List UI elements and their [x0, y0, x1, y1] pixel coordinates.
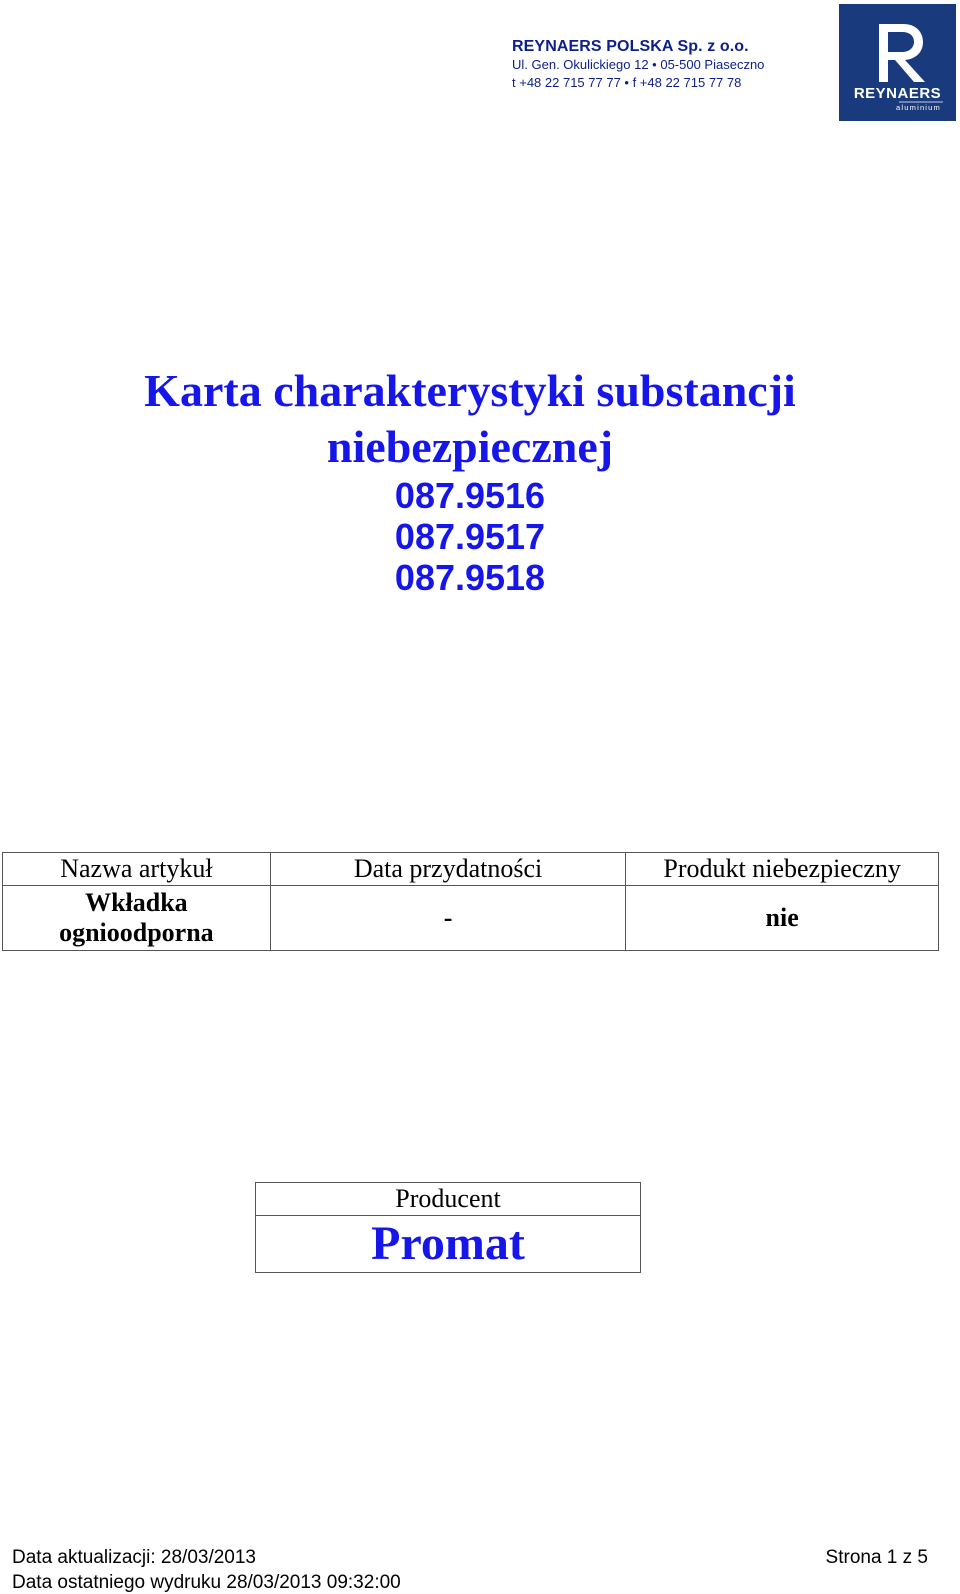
reynaers-logo	[839, 4, 956, 121]
product-code-1: 087.9516	[394, 475, 546, 516]
table-header-row	[3, 853, 939, 886]
header-expiry-date: Data przydatności	[270, 853, 626, 886]
update-date: Data aktualizacji: 28/03/2013	[12, 1547, 256, 1568]
header-hazardous: Produkt niebezpieczny	[626, 853, 939, 886]
logo-tagline: aluminium	[896, 103, 941, 112]
article-name-line-1: Wkładka	[85, 888, 188, 917]
company-phone: t +48 22 715 77 77 • f +48 22 715 77 78	[512, 75, 742, 90]
company-address: Ul. Gen. Okulickiego 12 • 05-500 Piaseczno	[512, 57, 765, 72]
cell-expiry-date: -	[270, 886, 626, 951]
cell-hazardous: nie	[626, 886, 939, 951]
title-line-1: Karta charakterystyki substancji	[144, 365, 796, 416]
table-row	[3, 886, 939, 951]
header-article-name: Nazwa artykuł	[3, 853, 271, 886]
cell-article-name	[3, 886, 271, 951]
producer-label: Producent	[256, 1183, 641, 1216]
page-number: Strona 1 z 5	[825, 1547, 928, 1568]
producer-box	[255, 1182, 641, 1273]
title-line-2: niebezpiecznej	[326, 421, 614, 472]
reynaers-r-logo-icon	[839, 4, 956, 121]
document-title	[0, 363, 940, 598]
print-date: Data ostatniego wydruku 28/03/2013 09:32:00	[12, 1572, 401, 1593]
product-code-3: 087.9518	[394, 557, 546, 598]
producer-name: Promat	[256, 1216, 641, 1273]
company-name: REYNAERS POLSKA Sp. z o.o.	[512, 38, 749, 55]
article-name-line-2: ognioodporna	[59, 918, 214, 947]
logo-wordmark: REYNAERS	[853, 85, 942, 102]
company-info	[512, 38, 764, 92]
product-code-2: 087.9517	[394, 516, 546, 557]
product-table	[2, 852, 939, 951]
